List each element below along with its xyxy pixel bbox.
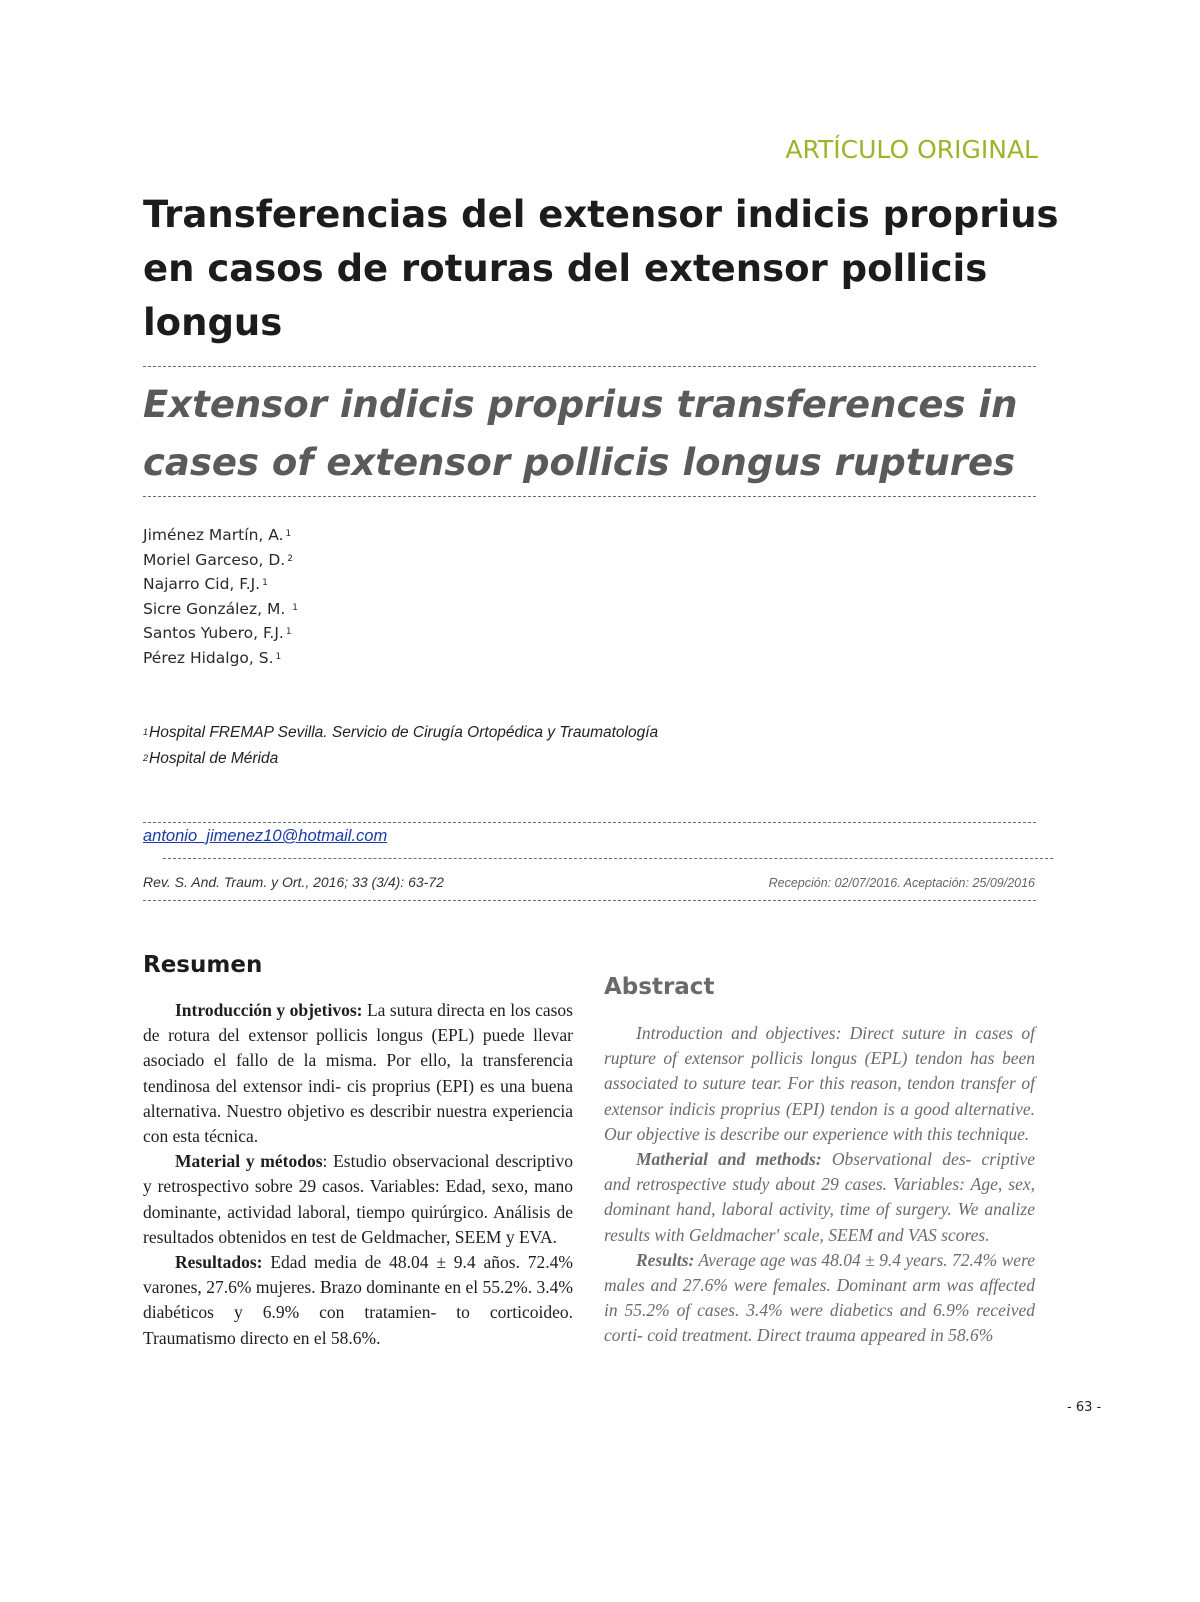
author-item: Pérez Hidalgo, S. $^1$ <box>143 648 282 667</box>
page-number: - 63 - <box>1067 1400 1102 1415</box>
article-title-english: Extensor indicis proprius transferences in cases of extensor pollicis longus ruptures <box>143 383 1018 484</box>
resumen-body <box>143 998 573 1351</box>
author-item: Santos Yubero, F.J. $^1$ <box>143 624 292 642</box>
contact-email-link[interactable]: antonio_jimenez10@hotmail.com <box>143 827 388 845</box>
article-title-spanish: Transferencias del extensor indicis proprius en casos de roturas del extensor pollicis longus <box>143 193 1059 344</box>
author-list <box>143 523 298 670</box>
affiliation-item: $^1$Hospital FREMAP Sevilla. Servicio de Cirugía Ortopédica y Traumatología <box>143 724 659 741</box>
divider <box>143 822 1036 823</box>
divider <box>143 900 1036 901</box>
resumen-paragraph: Introducción y objetivos: La sutura directa en los casos de rotura del extensor pollicis longus (EPL) puede llevar asociado el fallo de la misma. Por ello, la transferencia tendinosa del extensor indi- cis proprius (EPI) es una buena alternativa. Nuestro objetivo es describir nuestra experiencia con esta técnica. <box>143 1000 573 1147</box>
abstract-paragraph: Matherial and methods: Observational des- criptive and retrospective study about 29 cases. Variables: Age, sex, dominant hand, laboral activity, time of surgery. We analize results with Geldmacher' scale, SEEM and VAS scores. <box>604 1149 1035 1245</box>
abstract-paragraph: Results: Average age was 48.04 ± 9.4 years. 72.4% were males and 27.6% were females. Dominant arm was affected in 55.2% of cases. 3.4% were diabetics and 6.9% received corti- coid treatment. Direct trauma appeared in 58.6% <box>604 1249 1035 1346</box>
resumen-paragraph: Material y métodos: Estudio observacional descriptivo y retrospectivo sobre 29 casos. Variables: Edad, sexo, mano dominante, actividad laboral, tiempo quirúrgico. Análisis de resultados obtenidos en test de Geldmacher, SEEM y EVA. <box>143 1151 573 1247</box>
submission-dates: Recepción: 02/07/2016. Aceptación: 25/09/2016 <box>768 876 1035 890</box>
journal-citation: Rev. S. And. Traum. y Ort., 2016; 33 (3/4): 63-72 <box>143 874 444 890</box>
abstract-body <box>604 1021 1035 1349</box>
author-item: Najarro Cid, F.J. $^1$ <box>143 575 268 593</box>
author-item: Moriel Garceso, D. $^2$ <box>143 550 293 569</box>
affiliations <box>143 720 658 772</box>
resumen-heading: Resumen <box>143 952 263 978</box>
abstract-paragraph: Introduction and objectives: Direct suture in cases of rupture of extensor pollicis longus (EPL) tendon has been associated to suture tear. For this reason, tendon transfer of extensor indicis proprius (EPI) tendon is a good alternative. Our objective is describe our experience with this technique. <box>604 1023 1035 1144</box>
author-item: Sicre González, M. $^1$ <box>143 599 298 618</box>
abstract-heading: Abstract <box>604 974 715 1000</box>
resumen-paragraph: Resultados: Edad media de 48.04 ± 9.4 años. 72.4% varones, 27.6% mujeres. Brazo dominante en el 55.2%. 3.4% diabéticos y 6.9% con tratamien- to corticoideo. Traumatismo directo en el 58.6%. <box>143 1252 573 1348</box>
divider <box>143 496 1036 497</box>
divider <box>163 858 1053 859</box>
affiliation-item: $^2$Hospital de Mérida <box>143 750 279 767</box>
section-label: ARTÍCULO ORIGINAL <box>785 135 1038 164</box>
author-item: Jiménez Martín, A. $^1$ <box>143 526 292 544</box>
divider <box>143 366 1036 367</box>
